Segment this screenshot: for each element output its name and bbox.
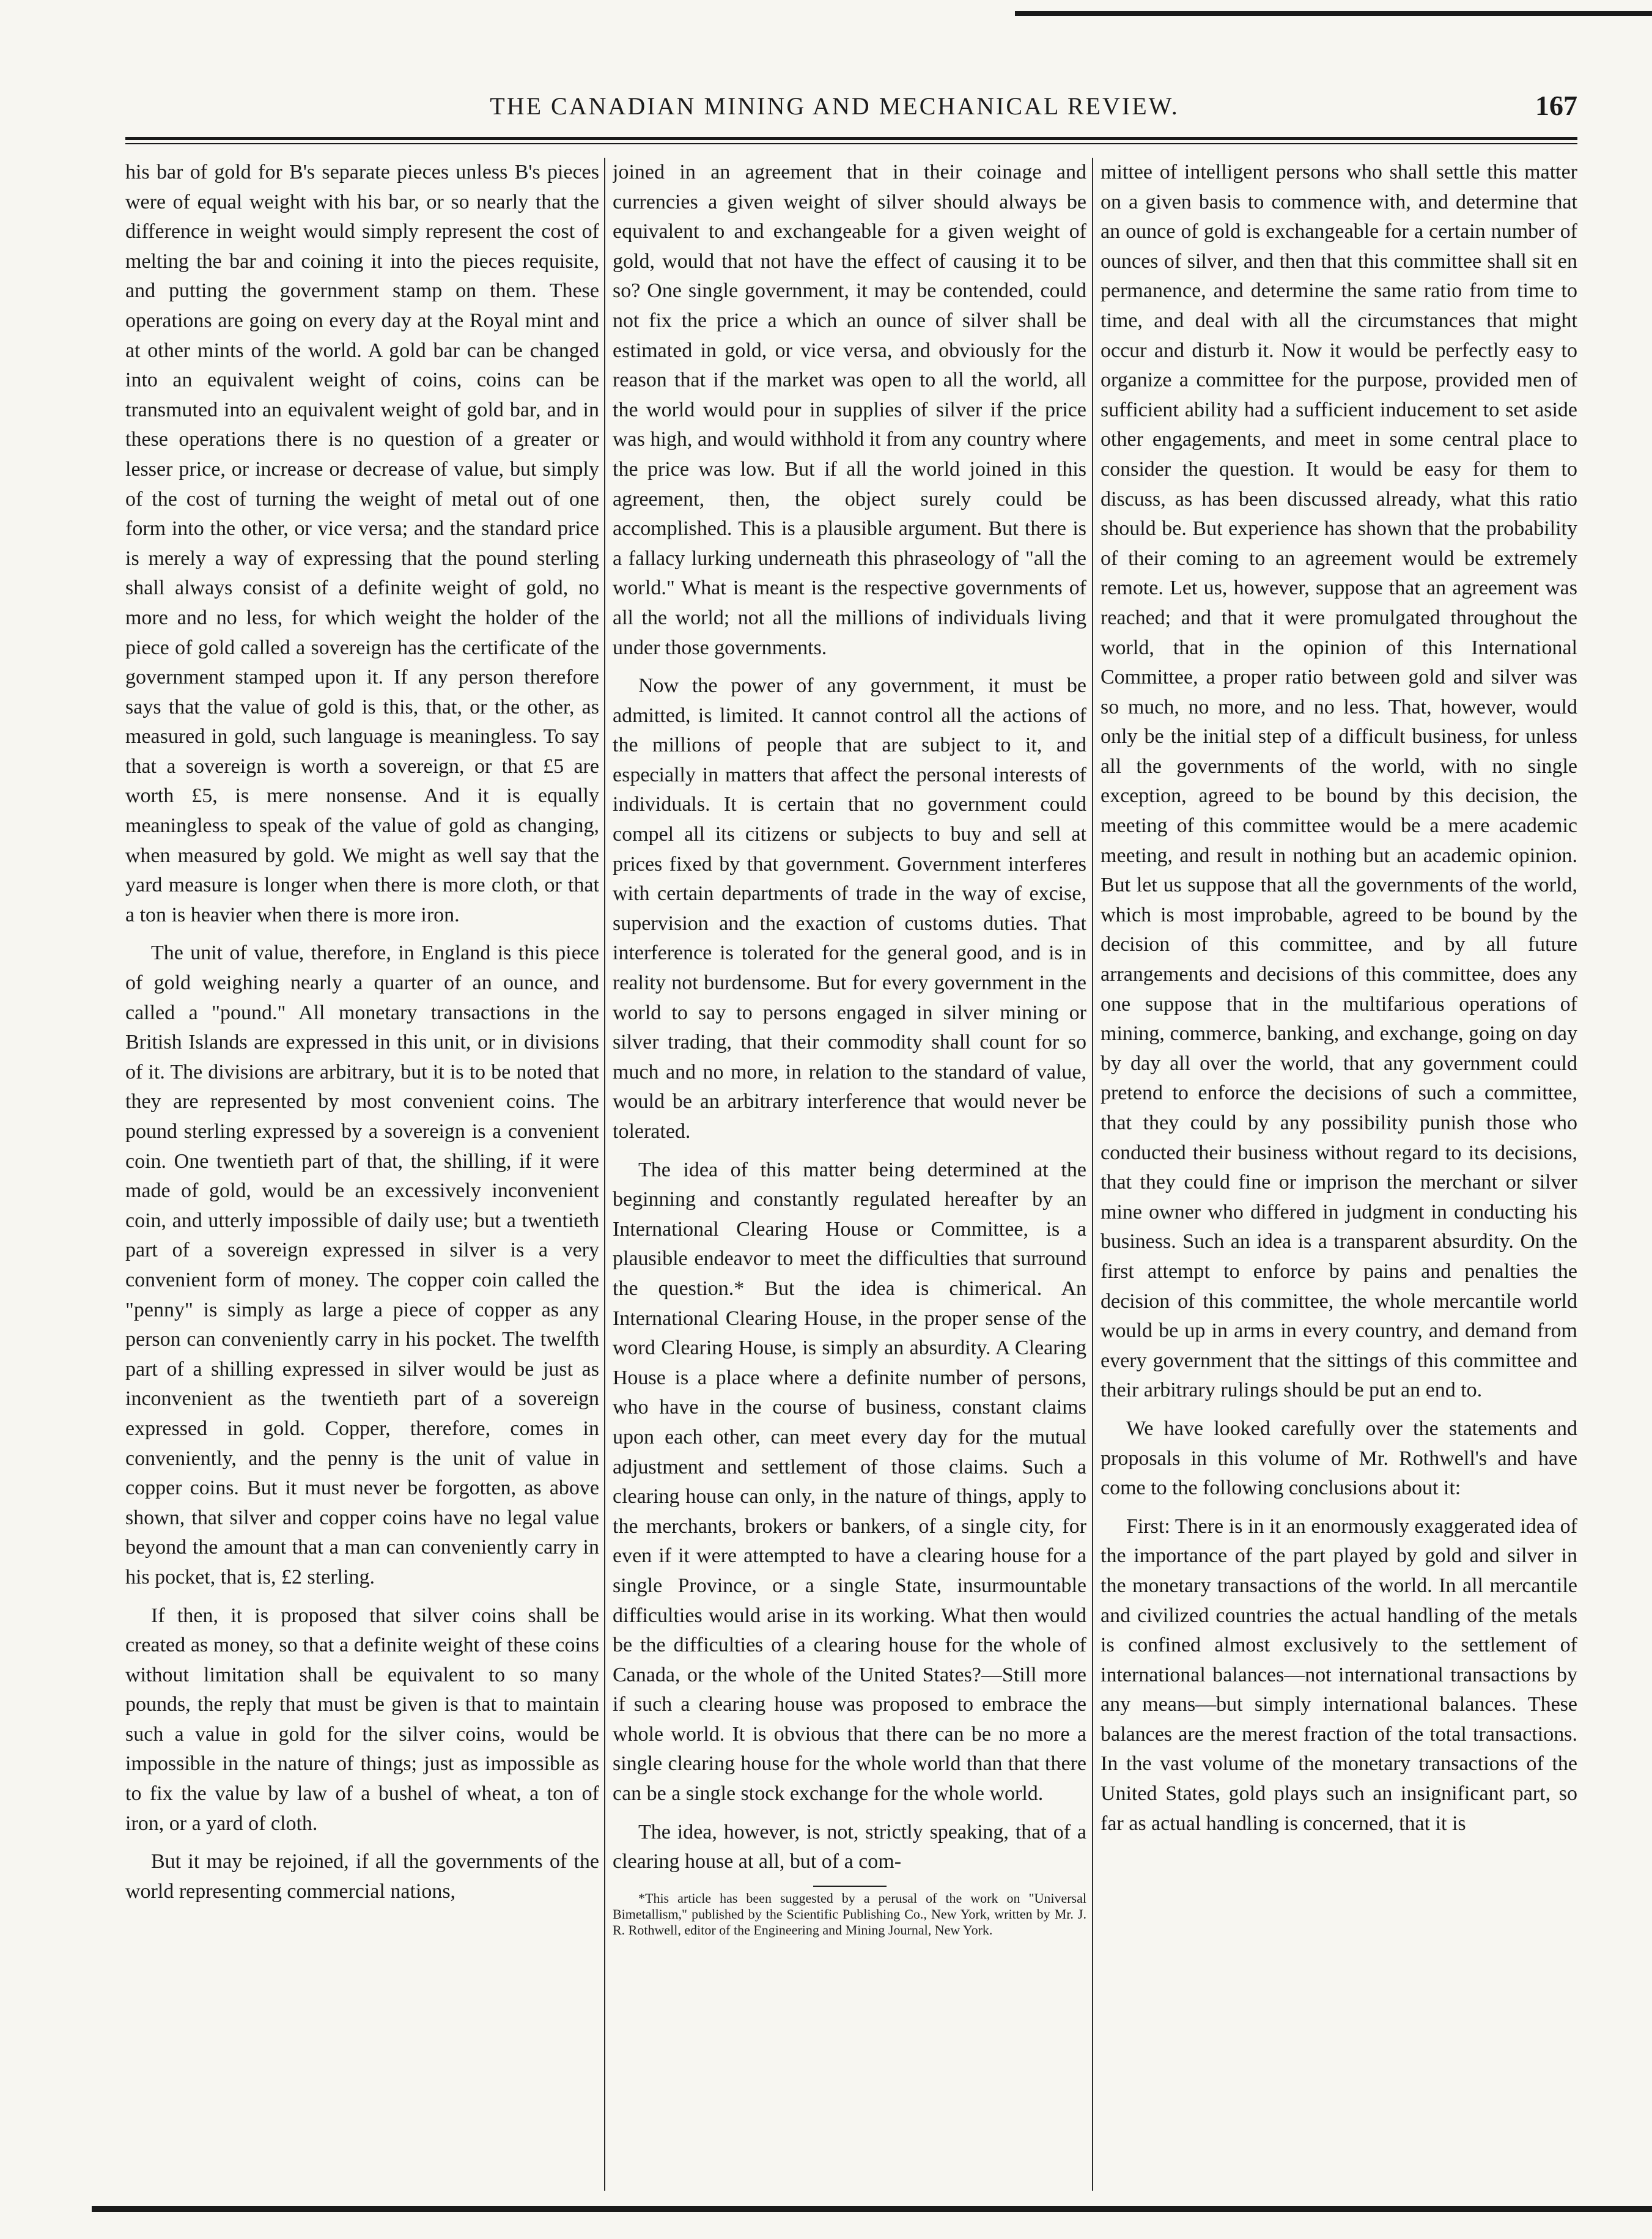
- footnote: *This article has been suggested by a perusal of the work on "Universal Bimetallism," published by the Scientific Publishing Co., New York, written by Mr. J. R. Rothwell, editor of the Engineering and Mining Journal, New York.: [613, 1890, 1086, 1938]
- header-rule: [125, 137, 1577, 140]
- paragraph: joined in an agreement that in their coinage and currencies a given weight of silver should always be equivalent to and exchangeable for a given weight of gold, would that not have the effect of causing it to be so? One single government, it may be contended, could not fix the price a which an ounce of silver shall be estimated in gold, or vice versa, and obviously for the reason that if the market was open to all the world, all the world would pour in supplies of silver if the price was high, and would withhold it from any country where the price was low. But if all the world joined in this agreement, then, the object surely could be accomplished. This is a plausible argument. But there is a fallacy lurking underneath this phraseology of "all the world." What is meant is the respective governments of all the world; not all the millions of individuals living under those governments.: [613, 161, 1086, 659]
- column-divider-1: [604, 158, 605, 2191]
- paragraph: The unit of value, therefore, in England is this piece of gold weighing nearly a quarter of an ounce, and called a "pound." All monetary transactions in the British Islands are expressed in this unit, or in divisions of it. The divisions are arbitrary, but it is to be noted that they are represented by most convenient coins. The pound sterling expressed by a sovereign is a convenient coin. One twentieth part of that, the shilling, if it were made of gold, would be an excessively inconvenient coin, and utterly impossible of daily use; but a twentieth part of a sovereign expressed in silver is a very convenient form of money. The copper coin called the "penny" is simply as large a piece of copper as any person can conveniently carry in his pocket. The twelfth part of a shilling expressed in silver would be just as inconvenient as the twentieth part of a sovereign expressed in gold. Copper, therefore, comes in conveniently, and the penny is the unit of value in copper coins. But it must never be forgotten, as above shown, that silver and copper coins have no legal value beyond the amount that a man can conveniently carry in his pocket, that is, £2 sterling.: [125, 942, 599, 1588]
- paragraph: The idea, however, is not, strictly speaking, that of a clearing house at all, but of a com-: [613, 1820, 1086, 1873]
- column-3: [1101, 158, 1577, 2191]
- footnote-rule: [813, 1886, 887, 1887]
- paragraph: mittee of intelligent persons who shall settle this matter on a given basis to commence with, and determine that an ounce of gold is exchangeable for a certain number of ounces of silver, and then that this committee shall sit en permanence, and determine the same ratio from time to time, and deal with all the circumstances that might occur and disturb it. Now it would be perfectly easy to organize a committee for the purpose, provided men of sufficient ability had a sufficient inducement to set aside other engagements, and meet in some central place to consider the question. It would be easy for them to discuss, as has been discussed already, what this ratio should be. But experience has shown that the probability of their coming to an agreement would be extremely remote. Let us, however, suppose that an agreement was reached; and that it were promulgated throughout the world, that in the opinion of this International Committee, a proper ratio between gold and silver was so much, no more, and no less. That, however, would only be the initial step of a difficult business, for unless all the governments of the world, with no single exception, agreed to be bound by this decision, the meeting of this committee would be a mere academic meeting, and result in nothing but an academic opinion. But let us suppose that all the governments of the world, which is most improbable, agreed to be bound by the decision of this committee, and by all future arrangements and decisions of this committee, does any one suppose that in the multifarious operations of mining, commerce, banking, and exchange, going on day by day all over the world, that any government could pretend to enforce the decisions of such a committee, that they could by any possibility punish those who conducted their business without regard to its decisions, that they could fine or imprison the merchant or silver mine owner who differed in judgment in conducting his business. Such an idea is a transparent absurdity. On the first attempt to enforce by pains and penalties the decision of this committee, the whole mercantile world would be up in arms in every country, and demand from every government that the sittings of this committee and their arbitrary rulings should be put an end to.: [1101, 161, 1577, 1402]
- page-number: 167: [1535, 90, 1577, 121]
- paragraph: But it may be rejoined, if all the governments of the world representing commercial nations,: [125, 1850, 599, 1903]
- paragraph: Now the power of any government, it must be admitted, is limited. It cannot control all the actions of the millions of people that are subject to it, and especially in matters that affect the personal interests of individuals. It is certain that no government could compel all its citizens or subjects to buy and sell at prices fixed by that government. Government interferes with certain departments of trade in the way of excise, supervision and the exaction of customs duties. That interference is tolerated for the general good, and is in reality not burdensome. But for every government in the world to say to persons engaged in silver mining or silver trading, that their commodity shall count for so much and no more, in relation to the standard of value, would be an arbitrary interference that would never be tolerated.: [613, 674, 1086, 1143]
- header-rule-thin: [125, 143, 1577, 144]
- paragraph: First: There is in it an enormously exaggerated idea of the importance of the part played by gold and silver in the monetary transactions of the world. In all mercantile and civilized countries the actual handling of the metals is confined almost exclusively to the settlement of international balances—not international transactions by any means—but simply international balances. These balances are the merest fraction of the total transactions. In the vast volume of the monetary transactions of the United States, gold plays such an insignificant part, so far as actual handling is concerned, that it is: [1101, 1514, 1577, 1835]
- column-2: [613, 158, 1086, 2191]
- column-1: [125, 158, 599, 2191]
- running-title: THE CANADIAN MINING AND MECHANICAL REVIEW.: [490, 92, 1179, 120]
- top-edge-rule: [1015, 11, 1652, 16]
- paragraph: We have looked carefully over the statements and proposals in this volume of Mr. Rothwell's and have come to the following conclusions about it:: [1101, 1417, 1577, 1500]
- paragraph: If then, it is proposed that silver coins shall be created as money, so that a definite weight of these coins without limitation shall be equivalent to so many pounds, the reply that must be given is that to maintain such a value in gold for the silver coins, would be impossible in the nature of things; just as impossible as to fix the value by law of a bushel of wheat, a ton of iron, or a yard of cloth.: [125, 1604, 599, 1835]
- paragraph: The idea of this matter being determined at the beginning and constantly regulated hereafter by an International Clearing House or Committee, is a plausible endeavor to meet the difficulties that surround the question.* But the idea is chimerical. An International Clearing House, in the proper sense of the word Clearing House, is simply an absurdity. A Clearing House is a place where a definite number of persons, who have in the course of business, constant claims upon each other, can meet every day for the mutual adjustment and settlement of those claims. Such a clearing house can only, in the nature of things, apply to the merchants, brokers or bankers, of a single city, for even if it were attempted to have a clearing house for a single Province, or a single State, insurmountable difficulties would arise in its working. What then would be the difficulties of a clearing house for the whole of Canada, or the whole of the United States?—Still more if such a clearing house was proposed to embrace the whole world. It is obvious that there can be no more a single clearing house for the whole world than that there can be a single stock exchange for the whole world.: [613, 1158, 1086, 1806]
- column-divider-2: [1092, 158, 1093, 2191]
- paragraph: his bar of gold for B's separate pieces unless B's pieces were of equal weight with his bar, or so nearly that the difference in weight would simply represent the cost of melting the bar and coining it into the pieces requisite, and putting the government stamp on them. These operations are going on every day at the Royal mint and at other mints of the world. A gold bar can be changed into an equivalent weight of coins, coins can be transmuted into an equivalent weight of gold bar, and in these operations there is no question of a greater or lesser price, or increase or decrease of value, but simply of the cost of turning the weight of metal out of one form into the other, or vice versa; and the standard price is merely a way of expressing that the pound sterling shall always consist of a definite weight of gold, no more and no less, for which weight the holder of the piece of gold called a sovereign has the certificate of the government stamped upon it. If any person therefore says that the value of gold is this, that, or the other, as measured in gold, such language is meaningless. To say that a sovereign is worth a sovereign, or that £5 are worth £5, is mere nonsense. And it is equally meaningless to speak of the value of gold as changing, when measured by gold. We might as well say that the yard measure is longer when there is more cloth, or that a ton is heavier when there is more iron.: [125, 161, 599, 926]
- page-header: [92, 92, 1577, 135]
- bottom-edge-rule: [92, 2206, 1652, 2212]
